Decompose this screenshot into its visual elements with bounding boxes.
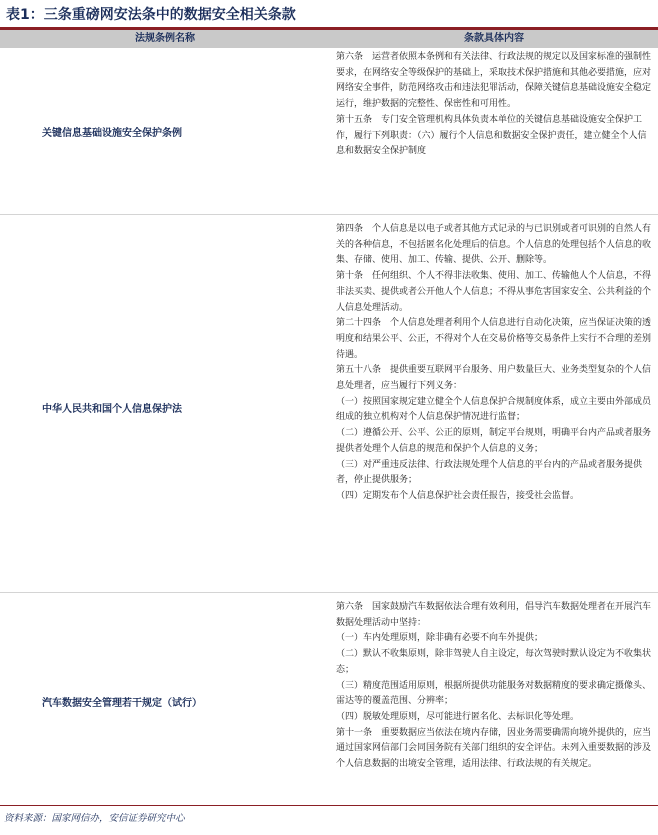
- content-cell: [336, 222, 652, 505]
- clause-paragraph: （一）车内处理原则，除非确有必要不向车外提供；: [336, 633, 544, 644]
- clause-paragraph: （二）默认不收集原则，除非驾驶人自主设定，每次驾驶时默认设定为不收集状态；: [336, 649, 652, 675]
- clause-paragraph: 第六条 运营者依照本条例和有关法律、行政法规的规定以及国家标准的强制性要求，在网络安全等级保护的基础上，采取技术保护措施和其他必要措施，应对网络安全事件，防范网络攻击和违法犯罪活动，保障关键信息基础设施安全稳定运行，维护数据的完整性、保密性和可用性。: [336, 52, 652, 110]
- clause-paragraph: （二）遵循公开、公平、公正的原则，制定平台规则，明确平台内产品或者服务提供者处理个人信息的规范和保护个人信息的义务；: [336, 428, 652, 454]
- table-header: [0, 30, 658, 48]
- law-name: 汽车数据安全管理若干规定（试行）: [42, 697, 202, 709]
- clause-paragraph: 第五十八条 提供重要互联网平台服务、用户数量巨大、业务类型复杂的个人信息处理者，应当履行下列义务：: [336, 365, 652, 392]
- content-cell: [336, 600, 652, 773]
- source-note: 资料来源：国家网信办，安信证券研究中心: [4, 813, 185, 824]
- column-header-law: 法规条例名称: [135, 33, 195, 44]
- column-header-content: 条款具体内容: [464, 33, 524, 44]
- clause-paragraph: （三）对严重违反法律、行政法规处理个人信息的平台内的产品或者服务提供者，停止提供服务；: [336, 459, 643, 486]
- table-bottom-divider: [0, 805, 658, 806]
- clause-paragraph: （三）精度范围适用原则，根据所提供功能服务对数据精度的要求确定摄像头、雷达等的覆盖范围、分辨率；: [336, 680, 652, 707]
- clause-paragraph: 第十一条 重要数据应当依法在境内存储，因业务需要确需向境外提供的，应当通过国家网信部门会同国务院有关部门组织的安全评估。未列入重要数据的涉及个人信息数据的出境安全管理，适用法律、行政法规的有关规定。: [336, 727, 652, 770]
- law-name-cell: [0, 222, 330, 592]
- law-name-cell: [0, 598, 330, 804]
- law-name: 中华人民共和国个人信息保护法: [42, 403, 182, 415]
- table-row: [0, 222, 658, 593]
- law-name-cell: [0, 48, 330, 214]
- table-title: 表1：三条重磅网安法条中的数据安全相关条款: [6, 7, 296, 23]
- law-name: 关键信息基础设施安全保护条例: [42, 127, 182, 139]
- table-row: [0, 48, 658, 215]
- table-row: [0, 598, 658, 804]
- clause-paragraph: 第四条 个人信息是以电子或者其他方式记录的与已识别或者可识别的自然人有关的各种信息，不包括匿名化处理后的信息。个人信息的处理包括个人信息的收集、存储、使用、加工、传输、提供、公开、删除等。: [336, 224, 652, 266]
- clause-paragraph: 第六条 国家鼓励汽车数据依法合理有效利用，倡导汽车数据处理者在开展汽车数据处理活动中坚持：: [336, 602, 652, 628]
- clause-paragraph: （四）定期发布个人信息保护社会责任报告，接受社会监督。: [336, 490, 580, 501]
- content-cell: [336, 50, 652, 160]
- clause-paragraph: 第十五条 专门安全管理机构具体负责本单位的关键信息基础设施安全保护工作，履行下列职责：（六）履行个人信息和数据安全保护责任，建立健全个人信息和数据安全保护制度: [336, 114, 647, 157]
- clause-paragraph: （四）脱敏处理原则，尽可能进行匿名化、去标识化等处理。: [336, 711, 580, 722]
- clause-paragraph: 第十条 任何组织、个人不得非法收集、使用、加工、传输他人个人信息，不得非法买卖、提供或者公开他人个人信息；不得从事危害国家安全、公共利益的个人信息处理活动。: [336, 271, 652, 313]
- clause-paragraph: 第二十四条 个人信息处理者利用个人信息进行自动化决策，应当保证决策的透明度和结果公平、公正，不得对个人在交易价格等交易条件上实行不合理的差别待遇。: [336, 318, 652, 360]
- clause-paragraph: （一）按照国家规定建立健全个人信息保护合规制度体系，成立主要由外部成员组成的独立机构对个人信息保护情况进行监督；: [336, 396, 652, 423]
